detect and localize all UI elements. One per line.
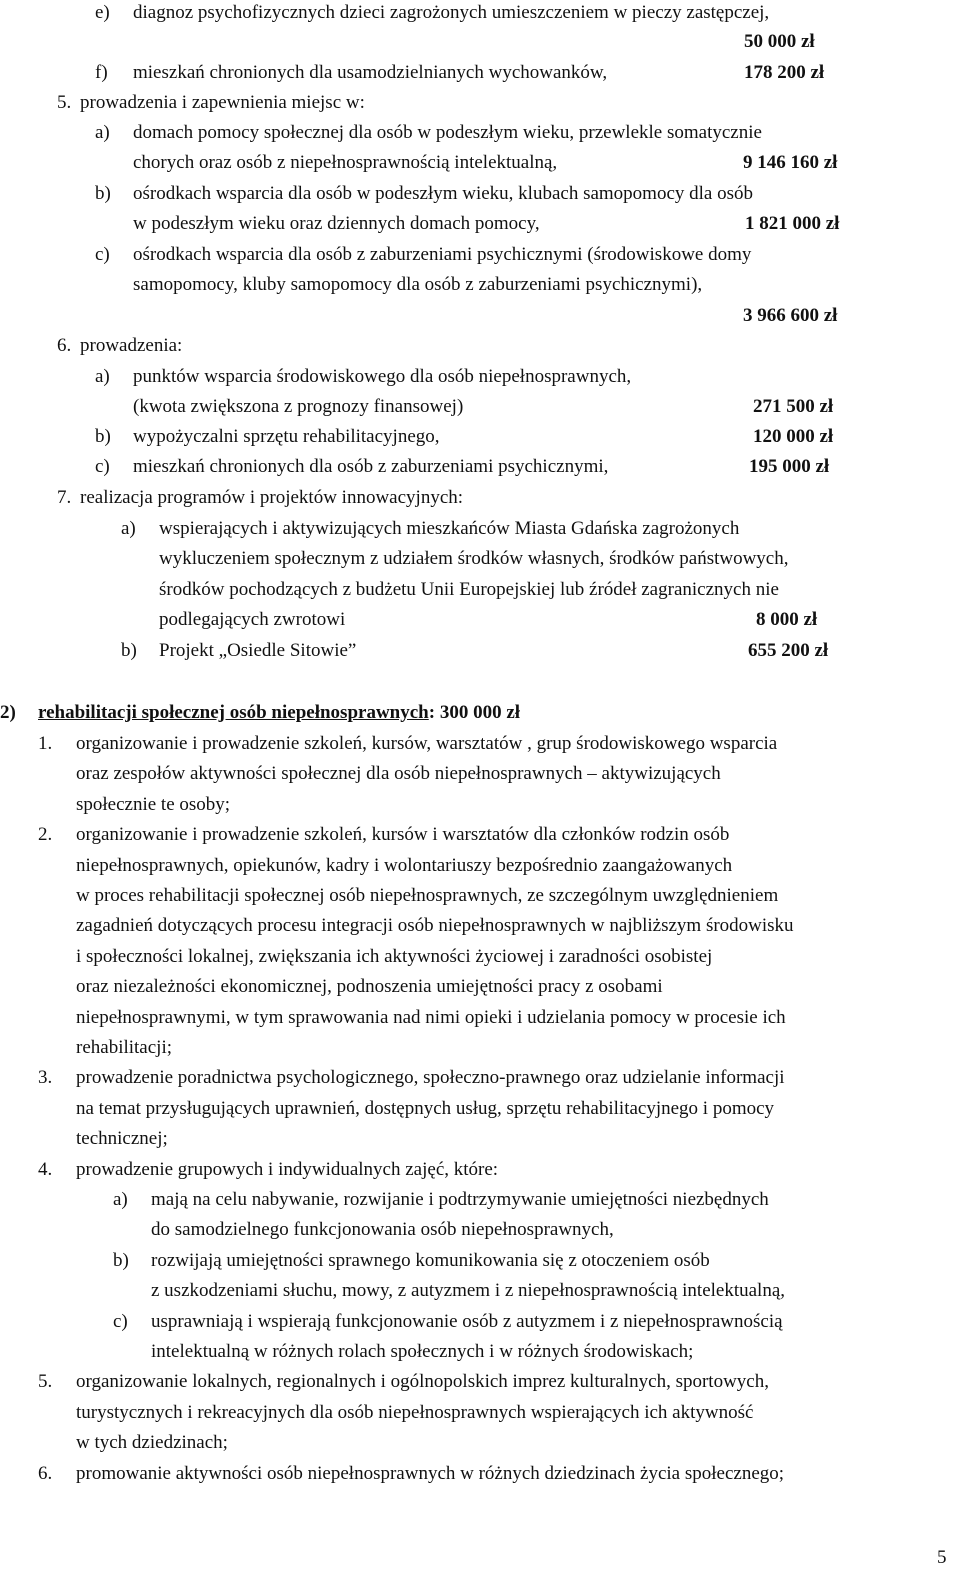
sec6-a-line2: (kwota zwiększona z prognozy finansowej) [133,396,464,417]
part2-item-line: w proces rehabilitacji społecznej osób niepełnosprawnych, ze szczególnym uwzględnieniem [76,885,779,906]
part2-item-line: społecznie te osoby; [76,794,231,815]
item-f-label: f) [95,62,108,83]
part2-item-line: niepełnosprawnych, opiekunów, kadry i wolontariuszy bezpośrednio zaangażowanych [76,855,733,876]
part2-sub-label: c) [113,1311,128,1332]
part2-item-num: 1. [38,733,53,754]
part2-item-line: na temat przysługujących uprawnień, dostępnych usług, sprzętu rehabilitacyjnego i pomocy [76,1098,775,1119]
sec7-a-line4: podlegających zwrotowi [159,609,346,630]
part2-item-line: oraz niezależności ekonomicznej, podnoszenia umiejętności pracy z osobami [76,976,663,997]
sec5-heading: prowadzenia i zapewnienia miejsc w: [80,92,365,113]
sec7-a-label: a) [121,518,136,539]
sec5-c-amount: 3 966 600 zł [743,305,838,326]
part2-sub-line: intelektualną w różnych rolach społecznych i w różnych środowiskach; [151,1341,694,1362]
part2-sub-line: rozwijają umiejętności sprawnego komunikowania się z otoczeniem osób [151,1250,710,1271]
part2-item-line: turystycznych i rekreacyjnych dla osób niepełnosprawnych wspierających ich aktywność [76,1402,754,1423]
sec5-num: 5. [57,92,72,113]
part2-heading [38,700,520,726]
part2-title: rehabilitacji społecznej osób niepełnosprawnych [38,702,429,723]
sec5-c-line2: samopomocy, kluby samopomocy dla osób z zaburzeniami psychicznymi), [133,274,703,295]
sec6-a-label: a) [95,366,110,387]
part2-item-line: rehabilitacji; [76,1037,173,1058]
sec6-c-label: c) [95,456,110,477]
sec5-b-line2: w podeszłym wieku oraz dziennych domach pomocy, [133,213,540,234]
sec7-a-line2: wykluczeniem społecznym z udziałem środków własnych, środków państwowych, [159,548,789,569]
part2-sub-line: z uszkodzeniami słuchu, mowy, z autyzmem i z niepełnosprawnością intelektualną, [151,1280,786,1301]
part2-sub-line: mają na celu nabywanie, rozwijanie i podtrzymywanie umiejętności niezbędnych [151,1189,769,1210]
sec7-b-amount: 655 200 zł [748,640,829,661]
sec5-b-line1: ośrodkach wsparcia dla osób w podeszłym wieku, klubach samopomocy dla osób [133,183,754,204]
sec7-heading: realizacja programów i projektów innowacyjnych: [80,487,464,508]
sec7-b-label: b) [121,640,137,661]
sec6-b-text: wypożyczalni sprzętu rehabilitacyjnego, [133,426,440,447]
part2-item-line: zagadnień dotyczących procesu integracji osób niepełnosprawnych w najbliższym środowisku [76,915,794,936]
sec7-num: 7. [57,487,72,508]
part2-item-line: oraz zespołów aktywności społecznej dla osób niepełnosprawnych – aktywizujących [76,763,721,784]
item-e-label: e) [95,2,110,23]
part2-item-num: 3. [38,1067,53,1088]
sec5-a-line2: chorych oraz osób z niepełnosprawnością intelektualną, [133,152,558,173]
sec6-a-amount: 271 500 zł [753,396,834,417]
sec5-b-amount: 1 821 000 zł [745,213,840,234]
part2-item-num: 4. [38,1159,53,1180]
part2-item-line: organizowanie i prowadzenie szkoleń, kursów i warsztatów dla członków rodzin osób [76,824,730,845]
part2-item-line: organizowanie lokalnych, regionalnych i ogólnopolskich imprez kulturalnych, sportowych, [76,1371,769,1392]
part2-item-line: technicznej; [76,1128,168,1149]
sec6-heading: prowadzenia: [80,335,183,356]
part2-item-line: i społeczności lokalnej, zwiększania ich aktywności życiowej i zaradności osobistej [76,946,713,967]
sec5-a-line1: domach pomocy społecznej dla osób w podeszłym wieku, przewlekle somatycznie [133,122,762,143]
sec5-c-line1: ośrodkach wsparcia dla osób z zaburzeniami psychicznymi (środowiskowe domy [133,244,752,265]
part2-sub-line: do samodzielnego funkcjonowania osób niepełnosprawnych, [151,1219,614,1240]
sec6-c-amount: 195 000 zł [749,456,830,477]
part2-sub-label: b) [113,1250,129,1271]
sec7-a-line1: wspierających i aktywizujących mieszkańców Miasta Gdańska zagrożonych [159,518,740,539]
sec7-a-line3: środków pochodzących z budżetu Unii Europejskiej lub źródeł zagranicznych nie [159,579,779,600]
sec5-a-label: a) [95,122,110,143]
sec5-c-label: c) [95,244,110,265]
part2-item-num: 2. [38,824,53,845]
part2-item-line: w tych dziedzinach; [76,1432,228,1453]
sec5-a-amount: 9 146 160 zł [743,152,838,173]
item-e-text: diagnoz psychofizycznych dzieci zagrożonych umieszczeniem w pieczy zastępczej, [133,2,770,23]
part2-amount: : 300 000 zł [428,702,521,723]
sec6-b-amount: 120 000 zł [753,426,834,447]
part2-item-line: promowanie aktywności osób niepełnosprawnych w różnych dziedzinach życia społecznego; [76,1463,785,1484]
part2-sub-line: usprawniają i wspierają funkcjonowanie osób z autyzmem i z niepełnosprawnością [151,1311,783,1332]
part2-item-line: niepełnosprawnymi, w tym sprawowania nad nimi opieki i udzielania pomocy w procesie ich [76,1007,786,1028]
item-f-amount: 178 200 zł [744,62,825,83]
part2-num: 2) [0,702,16,723]
sec7-b-text: Projekt „Osiedle Sitowie” [159,640,357,661]
part2-item-line: prowadzenie poradnictwa psychologicznego, społeczno-prawnego oraz udzielanie informacji [76,1067,785,1088]
item-e-amount: 50 000 zł [744,31,815,52]
part2-item-line: prowadzenie grupowych i indywidualnych zajęć, które: [76,1159,499,1180]
sec6-a-line1: punktów wsparcia środowiskowego dla osób niepełnosprawnych, [133,366,632,387]
sec6-c-text: mieszkań chronionych dla osób z zaburzeniami psychicznymi, [133,456,609,477]
sec6-num: 6. [57,335,72,356]
part2-sub-label: a) [113,1189,128,1210]
sec7-a-amount: 8 000 zł [756,609,818,630]
sec6-b-label: b) [95,426,111,447]
part2-item-line: organizowanie i prowadzenie szkoleń, kursów, warsztatów , grup środowiskowego wsparcia [76,733,778,754]
part2-item-num: 6. [38,1463,53,1484]
item-f-text: mieszkań chronionych dla usamodzielnianych wychowanków, [133,62,608,83]
sec5-b-label: b) [95,183,111,204]
part2-item-num: 5. [38,1371,53,1392]
page-number: 5 [937,1547,947,1568]
